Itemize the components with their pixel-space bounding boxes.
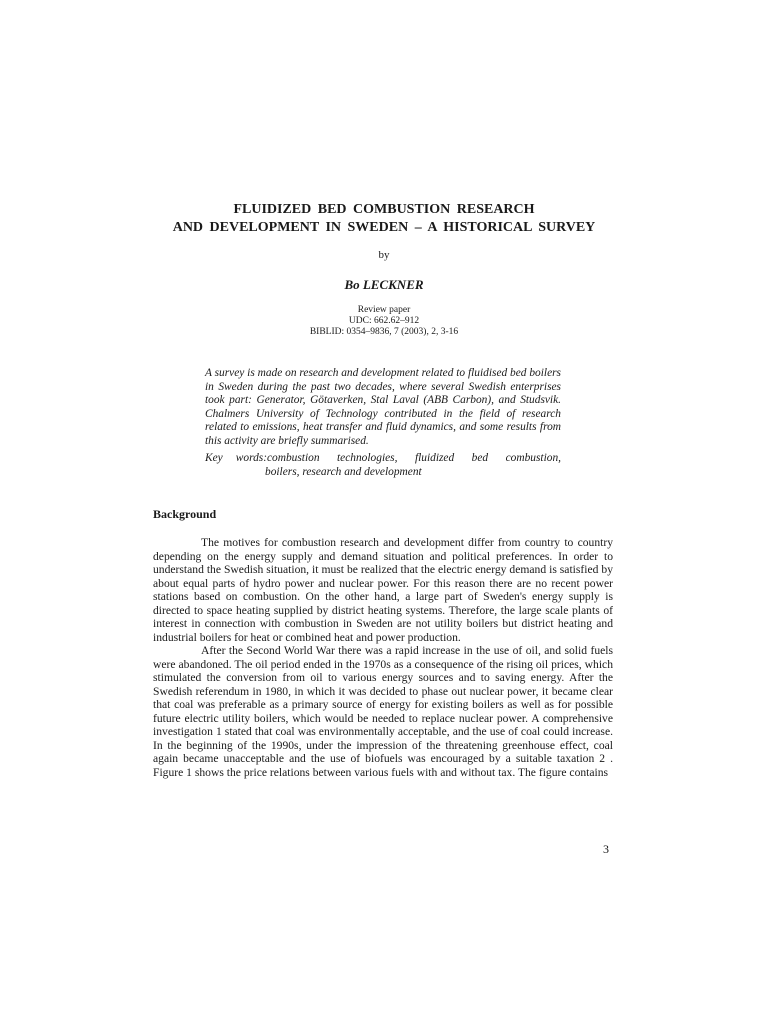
- keywords-line-1: [205, 452, 561, 466]
- keywords-line-2: boilers, research and development: [265, 465, 422, 478]
- abstract: A survey is made on research and development related to fluidised bed boilers in Sweden during the past two decades, where several Swedish enterprises took part: Generator, Götaverken, Stal Laval (ABB Carbon), and Studsvik. Chalmers University of Technology contributed in the field of research related to emissions, heat transfer and fluid dynamics, and some results from this activity are briefly summarised.: [205, 367, 561, 447]
- keywords: [205, 452, 561, 479]
- paragraph-1: The motives for combustion research and development differ from country to country depending on the energy supply and demand situation and political preferences. In order to understand the Swedish situation, it must be realized that the electric energy demand is satisfied by about equal parts of hydro power and nuclear power. For this reason there are no recent power stations based on combustion. On the other hand, a large part of Sweden's energy supply is directed to space heating supplied by district heating systems. Therefore, the large scale plants of interest in connection with combustion in Sweden are not utility boilers but district heating and industrial boilers for heat or combined heat and power production.: [153, 536, 613, 644]
- paragraph-2: After the Second World War there was a rapid increase in the use of oil, and solid fuels were abandoned. The oil period ended in the 1970s as a consequence of the rising oil prices, which stimulated the conversion from oil to various energy sources and to saving energy. After the Swedish referendum in 1980, in which it was decided to phase out nuclear power, it became clear that coal was preferable as a primary source of energy for existing boilers as well as for possible future electric utility boilers, which would be needed to replace nuclear power. A comprehensive investigation 1 stated that coal was environmentally acceptable, and the use of coal could increase. In the beginning of the 1990s, under the impression of the threatening greenhouse effect, coal again became unacceptable and the use of biofuels was encouraged by a suitable taxation 2 . Figure 1 shows the price relations between various fuels with and without tax. The figure contains: [153, 644, 613, 779]
- page-number: 3: [603, 842, 609, 856]
- section-heading: Background: [153, 507, 217, 521]
- author-name: Bo LECKNER: [344, 277, 424, 292]
- keywords-label: Key words:: [205, 452, 267, 464]
- body-text: [153, 536, 613, 779]
- paper-metadata: [0, 305, 768, 338]
- paper-type: Review paper: [357, 305, 411, 315]
- biblid-code: BIBLID: 0354–9836, 7 (2003), 2, 3-16: [309, 327, 459, 337]
- udc-code: UDC: 662.62–912: [348, 316, 420, 326]
- keywords-text-1: combustion technologies, fluidized bed combustion,: [267, 452, 561, 464]
- paper-title: [0, 201, 768, 237]
- title-line-2: AND DEVELOPMENT IN SWEDEN – A HISTORICAL SURVEY: [172, 220, 596, 235]
- by-line: by: [378, 249, 390, 261]
- title-line-1: FLUIDIZED BED COMBUSTION RESEARCH: [233, 202, 535, 217]
